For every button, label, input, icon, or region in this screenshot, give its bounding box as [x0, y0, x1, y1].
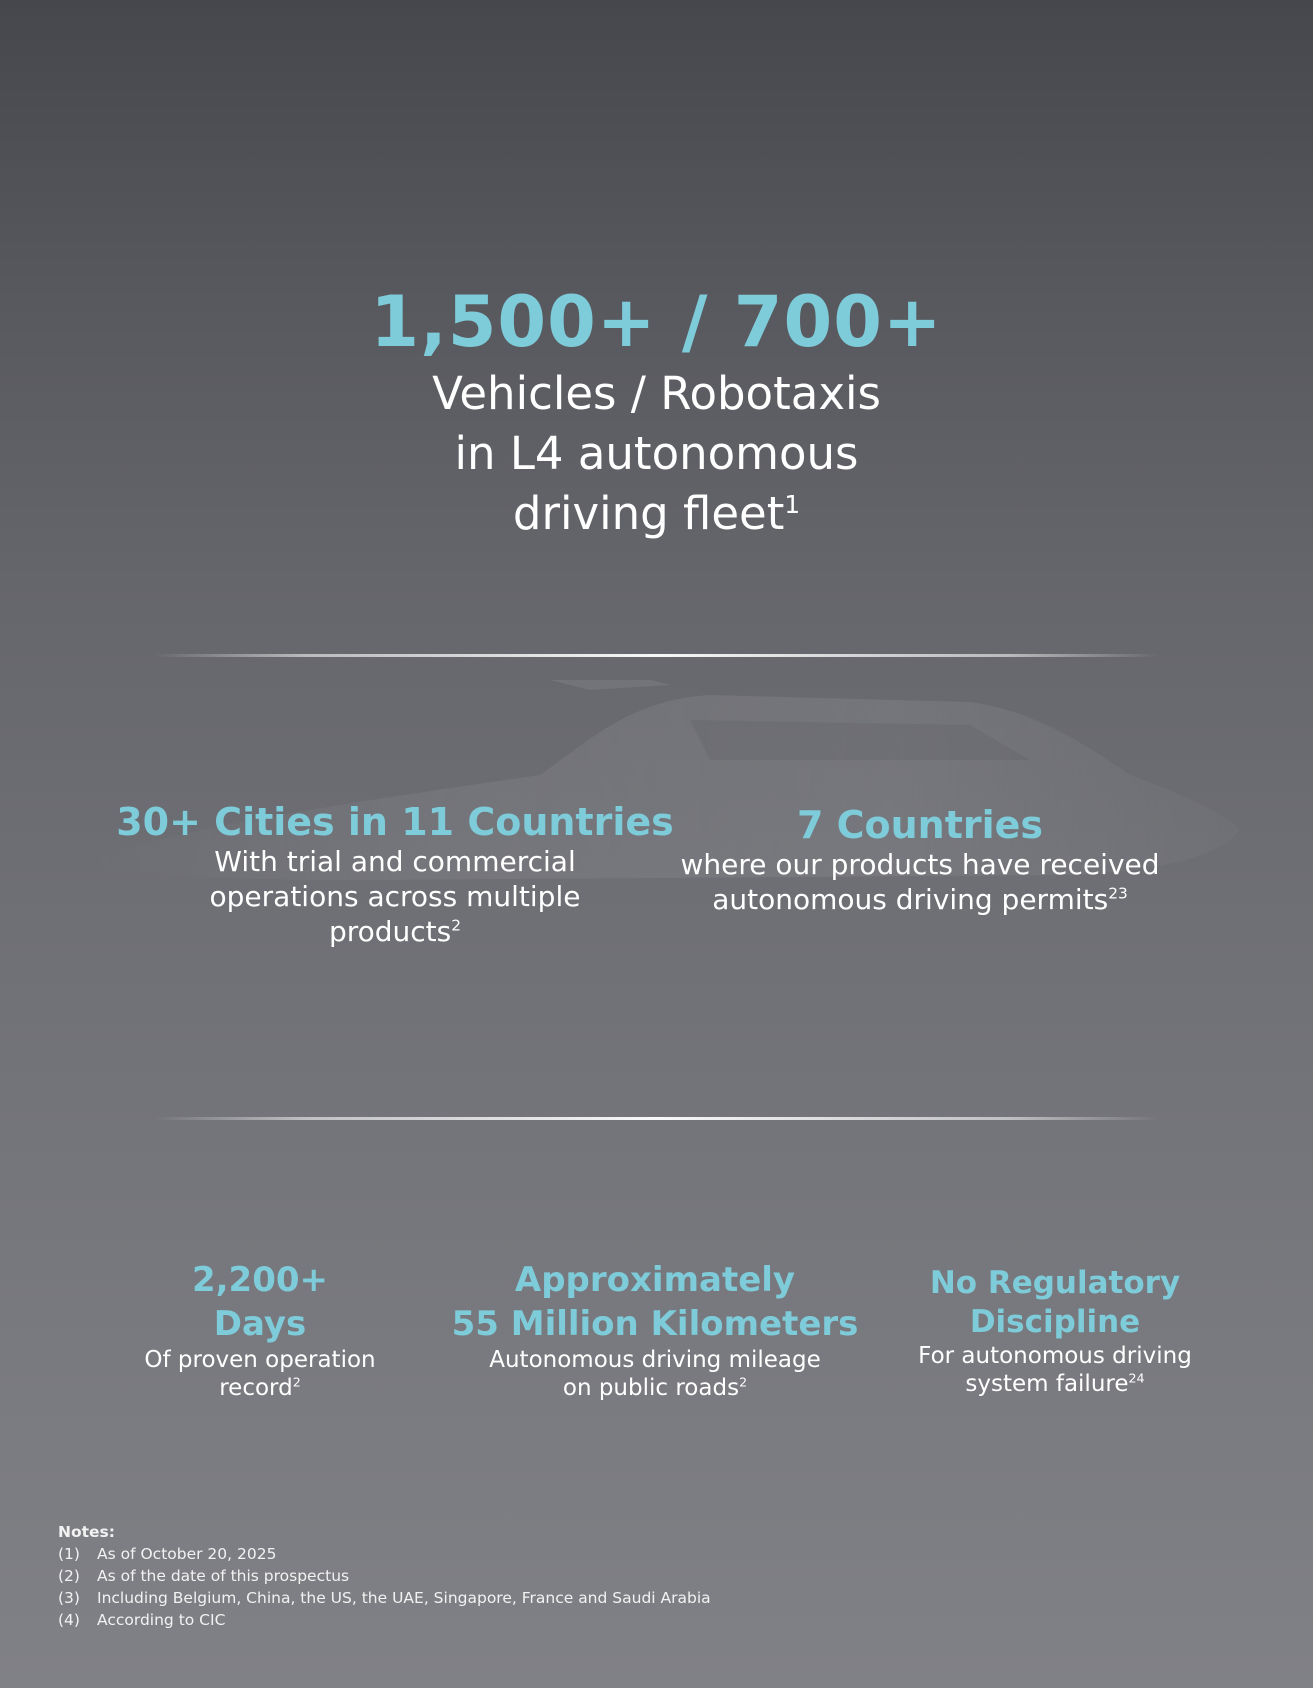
- footnote-ref: 2: [451, 916, 462, 935]
- notes-title: Notes:: [58, 1523, 115, 1541]
- note-item: (3) Including Belgium, China, the US, the UAE, Singapore, France and Saudi Arabia: [58, 1589, 711, 1607]
- hero-line-3: driving fleet$^1$: [512, 487, 801, 540]
- stat-days: [110, 1258, 410, 1402]
- footnote-ref: 2: [739, 1374, 748, 1390]
- note-item: (1) As of October 20, 2025: [58, 1545, 277, 1563]
- stat-title: 30+ Cities in 11 Countries: [116, 800, 674, 844]
- stat-title: 7 Countries: [796, 803, 1044, 847]
- stat-description: Of proven operation record$^2$: [144, 1347, 376, 1401]
- footnote-ref: 2: [292, 1374, 301, 1390]
- hero-line-1: Vehicles / Robotaxis: [432, 367, 881, 420]
- hero-description: [0, 364, 1313, 544]
- stat-title: No Regulatory Discipline: [929, 1265, 1181, 1340]
- stat-no-regulatory-discipline: [900, 1264, 1210, 1398]
- hero-section: [0, 282, 1313, 544]
- note-item: (4) According to CIC: [58, 1611, 226, 1629]
- divider-top: [154, 654, 1159, 657]
- footnote-ref: 1: [784, 490, 801, 519]
- hero-line-2: in L4 autonomous: [454, 427, 859, 480]
- footnote-ref: 23: [1108, 884, 1128, 903]
- stat-title: 2,200+ Days: [191, 1260, 329, 1344]
- divider-bottom: [154, 1117, 1159, 1120]
- stat-cities: [110, 800, 680, 949]
- stat-description: With trial and commercial operations across multiple products$^2$: [209, 845, 581, 948]
- stat-countries: [650, 803, 1190, 917]
- stat-description: Autonomous driving mileage on public roads$^2$: [489, 1347, 821, 1401]
- footnote-ref: 24: [1128, 1370, 1145, 1386]
- notes-section: [58, 1521, 711, 1631]
- hero-fleet-number: 1,500+ / 700+: [370, 281, 943, 363]
- stat-kilometers: [440, 1258, 870, 1402]
- stat-title: Approximately 55 Million Kilometers: [451, 1260, 859, 1344]
- note-item: (2) As of the date of this prospectus: [58, 1567, 350, 1585]
- stat-description: For autonomous driving system failure$^{24}$: [918, 1343, 1192, 1397]
- stat-description: where our products have received autonomous driving permits$^{23}$: [680, 848, 1160, 916]
